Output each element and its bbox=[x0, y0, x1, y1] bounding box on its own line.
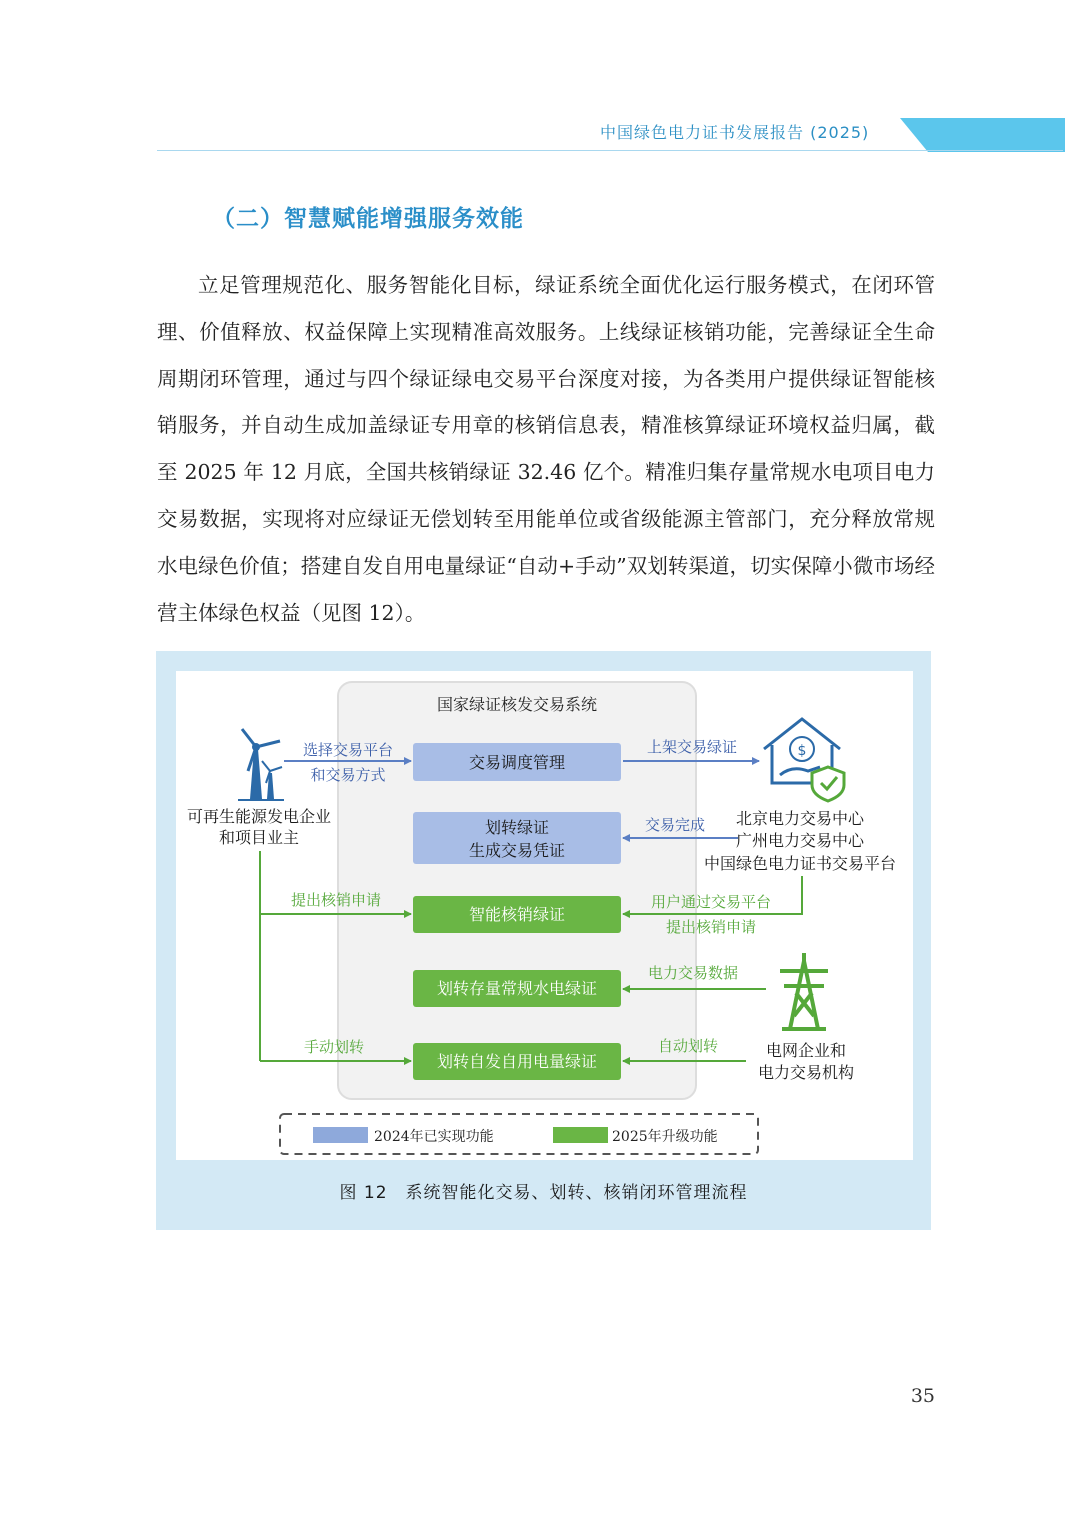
flow-diagram bbox=[176, 671, 913, 1160]
label-list-certs: 上架交易绿证 bbox=[646, 738, 738, 756]
figure-caption: 图 12 系统智能化交易、划转、核销闭环管理流程 bbox=[339, 1183, 748, 1203]
header-accent-band bbox=[900, 118, 1065, 152]
legend-swatch-2025 bbox=[553, 1127, 608, 1143]
right-bottom-entity-line1: 电网企业和 bbox=[765, 1041, 847, 1060]
section-heading: （二）智慧赋能增强服务效能 bbox=[212, 206, 524, 232]
body-paragraph: 立足管理规范化、服务智能化目标，绿证系统全面优化运行服务模式，在闭环管理、价值释放、权益保障上实现精准高效服务。上线绿证核销功能，完善绿证全生命周期闭环管理，通过与四个绿证绿电交易平台深度对接，为各类用户提供绿证智能核销服务，并自动生成加盖绿证专用章的核销信息表，精准核算绿证环境权益归属，截至 2025 年 12 月底，全国共核销绿证 32.46 亿个。精准归集存量常规水电项目电力交易数据，实现将对应绿证无偿划转至用能单位或省级能源主管部门，充分释放常规水电绿色价值；搭建自发自用电量绿证“自动+手动”双划转渠道，切实保障小微市场经营主体绿色权益（见图 12）。 bbox=[157, 273, 935, 625]
header-rule bbox=[157, 150, 1063, 151]
box-transfer-label-1: 划转绿证 bbox=[484, 818, 550, 837]
label-trade-done: 交易完成 bbox=[644, 816, 706, 834]
label-power-data: 电力交易数据 bbox=[647, 964, 739, 982]
power-tower-icon bbox=[780, 953, 828, 1029]
label-auto-transfer: 自动划转 bbox=[657, 1037, 719, 1055]
label-submit-cancel: 提出核销申请 bbox=[290, 891, 382, 909]
label-select-line1: 选择交易平台 bbox=[302, 741, 394, 759]
right-top-entity-line2: 广州电力交易中心 bbox=[735, 831, 865, 850]
right-top-entity-line1: 北京电力交易中心 bbox=[735, 809, 865, 828]
left-entity-line2: 和项目业主 bbox=[218, 828, 300, 847]
left-entity-line1: 可再生能源发电企业 bbox=[186, 807, 332, 826]
box-transfer-label-2: 生成交易凭证 bbox=[468, 841, 566, 860]
box-self-use-transfer-label: 划转自发自用电量绿证 bbox=[436, 1052, 598, 1071]
right-top-entity-line3: 中国绿色电力证书交易平台 bbox=[703, 854, 897, 873]
box-trade-schedule-label: 交易调度管理 bbox=[468, 753, 566, 772]
box-smart-cancel-label: 智能核销绿证 bbox=[468, 905, 566, 924]
label-user-line2: 提出核销申请 bbox=[665, 918, 757, 936]
running-header-title: 中国绿色电力证书发展报告 (2025) bbox=[600, 123, 870, 142]
label-manual-transfer: 手动划转 bbox=[303, 1038, 365, 1056]
dollar-glyph: $ bbox=[797, 743, 807, 759]
system-title: 国家绿证核发交易系统 bbox=[436, 695, 598, 714]
legend-label-2024: 2024年已实现功能 bbox=[374, 1129, 494, 1145]
label-select-line2: 和交易方式 bbox=[310, 766, 386, 784]
label-user-line1: 用户通过交易平台 bbox=[650, 893, 772, 911]
legend-label-2025: 2025年升级功能 bbox=[612, 1129, 718, 1145]
legend-swatch-2024 bbox=[313, 1127, 368, 1143]
wind-turbine-icon bbox=[238, 729, 284, 800]
right-bottom-entity-line2: 电力交易机构 bbox=[757, 1063, 855, 1082]
page-number: 35 bbox=[910, 1385, 935, 1407]
box-hydro-transfer-label: 划转存量常规水电绿证 bbox=[436, 979, 598, 998]
shield-check-icon bbox=[812, 767, 844, 801]
